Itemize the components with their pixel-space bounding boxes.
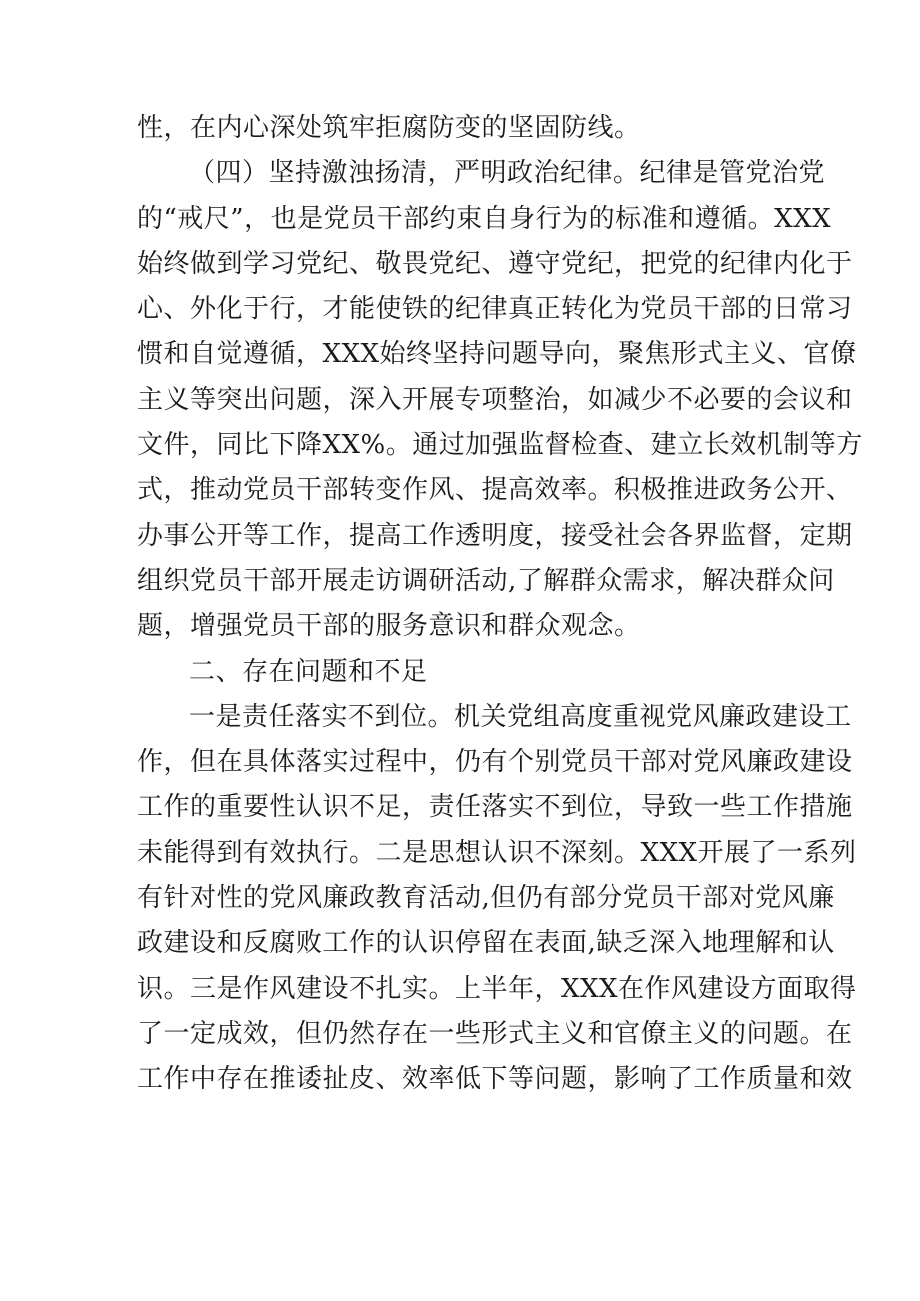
paragraph-line: 题，增强党员干部的服务意识和群众观念。 — [137, 611, 641, 642]
paragraph-line: 一是责任落实不到位。机关党组高度重视党风廉政建设工 — [189, 701, 852, 732]
paragraph-line: 心、外化于行，才能使铁的纪律真正转化为党员干部的日常习 — [137, 294, 853, 325]
section-heading: 二、存在问题和不足 — [189, 656, 428, 687]
paragraph-line: 作，但在具体落实过程中，仍有个别党员干部对党风廉政建设 — [137, 747, 853, 778]
document-body — [137, 106, 863, 1103]
paragraph-line: 政建设和反腐败工作的认识停留在表面,缺乏深入地理解和认 — [137, 928, 835, 959]
paragraph-line: 文件，同比下降XX%。通过加强监督检查、建立长效机制等方 — [137, 430, 863, 461]
paragraph-line: 主义等突出问题，深入开展专项整治，如减少不必要的会议和 — [137, 384, 853, 415]
paragraph-line: 了一定成效，但仍然存在一些形式主义和官僚主义的问题。在 — [137, 1018, 853, 1049]
paragraph-line: 的“戒尺”，也是党员干部约束自身行为的标准和遵循。XXX — [137, 203, 832, 234]
paragraph-line: 性，在内心深处筑牢拒腐防变的坚固防线。 — [137, 113, 641, 143]
paragraph-line: 有针对性的党风廉政教育活动,但仍有部分党员干部对党风廉 — [137, 883, 835, 914]
paragraph-line: 组织党员干部开展走访调研活动,了解群众需求，解决群众问 — [137, 565, 835, 596]
paragraph-line: 工作中存在推诿扯皮、效率低下等问题，影响了工作质量和效 — [137, 1064, 853, 1095]
paragraph-line: 工作的重要性认识不足，责任落实不到位，导致一些工作措施 — [137, 792, 853, 823]
paragraph-line: 未能得到有效执行。二是思想认识不深刻。XXX开展了一系列 — [137, 837, 857, 868]
paragraph-line: （四）坚持激浊扬清，严明政治纪律。纪律是管党治党 — [189, 158, 826, 189]
paragraph-line: 办事公开等工作，提高工作透明度，接受社会各界监督，定期 — [137, 520, 853, 551]
paragraph-line: 式，推动党员干部转变作风、提高效率。积极推进政务公开、 — [137, 475, 853, 506]
paragraph-line: 惯和自觉遵循，XXX始终坚持问题导向，聚焦形式主义、官僚 — [137, 339, 857, 370]
paragraph-line: 始终做到学习党纪、敬畏党纪、遵守党纪，把党的纪律内化于 — [137, 248, 853, 279]
paragraph-line: 识。三是作风建设不扎实。上半年，XXX在作风建设方面取得 — [137, 973, 857, 1004]
